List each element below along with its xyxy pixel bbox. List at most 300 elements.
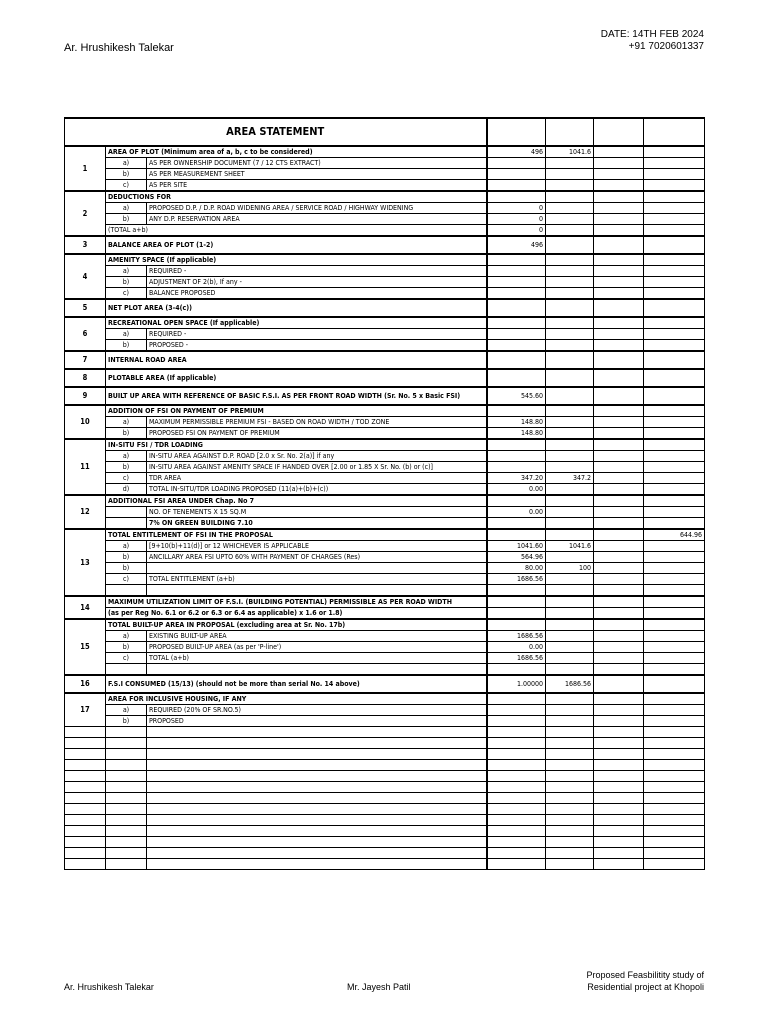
value-cell (546, 158, 594, 169)
blank-cell (147, 738, 487, 749)
value-cell: 0 (487, 225, 546, 237)
value-cell (487, 277, 546, 288)
blank-cell (147, 826, 487, 837)
value-cell (644, 642, 705, 653)
blank-cell (644, 749, 705, 760)
value-cell (487, 405, 546, 417)
blank-cell (594, 727, 644, 738)
item-description-cell: ANY D.P. RESERVATION AREA (147, 214, 487, 225)
blank-cell (644, 826, 705, 837)
value-cell (644, 619, 705, 631)
value-cell: 1041.60 (487, 541, 546, 552)
value-cell (644, 214, 705, 225)
value-cell (487, 158, 546, 169)
value-cell (546, 484, 594, 496)
value-cell (546, 716, 594, 727)
item-description-cell: IN-SITU AREA AGAINST D.P. ROAD [2.0 x Sr. No. 2(a)] if any (147, 451, 487, 462)
item-description-cell: INTERNAL ROAD AREA (106, 351, 487, 369)
value-cell (546, 495, 594, 507)
value-cell (594, 428, 644, 440)
item-description-cell: F.S.I CONSUMED (15/13) (should not be more than serial No. 14 above) (106, 675, 487, 693)
value-cell (644, 428, 705, 440)
sub-item-cell: b) (106, 277, 147, 288)
value-cell (487, 191, 546, 203)
blank-cell (546, 859, 594, 870)
blank-cell (644, 760, 705, 771)
blank-cell (487, 859, 546, 870)
value-cell: 0.00 (487, 507, 546, 518)
value-cell (644, 608, 705, 620)
value-cell (644, 180, 705, 192)
sub-item-cell: b) (106, 552, 147, 563)
value-cell (594, 169, 644, 180)
sub-item-cell: a) (106, 158, 147, 169)
table-row (65, 608, 705, 620)
blank-cell (65, 837, 106, 848)
item-description-cell: BALANCE PROPOSED (147, 288, 487, 300)
table-row (65, 203, 705, 214)
blank-cell (106, 837, 147, 848)
blank-cell (546, 815, 594, 826)
blank-cell (594, 859, 644, 870)
table-row (65, 191, 705, 203)
value-cell (644, 705, 705, 716)
blank-cell (106, 815, 147, 826)
blank-cell (106, 859, 147, 870)
blank-cell (546, 782, 594, 793)
value-cell (594, 653, 644, 664)
value-cell (594, 642, 644, 653)
blank-row (65, 837, 705, 848)
blank-cell (106, 826, 147, 837)
table-row (65, 254, 705, 266)
blank-row (65, 771, 705, 782)
value-cell (644, 484, 705, 496)
item-description-cell (147, 664, 487, 676)
blank-row (65, 804, 705, 815)
value-cell (546, 288, 594, 300)
value-cell (546, 225, 594, 237)
blank-cell (487, 837, 546, 848)
value-cell (487, 299, 546, 317)
value-cell (594, 529, 644, 541)
table-row (65, 596, 705, 608)
sub-item-cell: c) (106, 473, 147, 484)
table-row (65, 484, 705, 496)
serial-number-cell: 3 (65, 236, 106, 254)
value-cell: 1686.56 (487, 631, 546, 642)
value-cell (546, 266, 594, 277)
blank-cell (644, 848, 705, 859)
value-cell: 347.2 (546, 473, 594, 484)
item-description-cell: BALANCE AREA OF PLOT (1-2) (106, 236, 487, 254)
value-cell (594, 387, 644, 405)
blank-cell (65, 859, 106, 870)
table-row (65, 288, 705, 300)
value-cell (487, 451, 546, 462)
blank-cell (644, 727, 705, 738)
blank-cell (106, 738, 147, 749)
item-description-cell: AS PER OWNERSHIP DOCUMENT (7 / 12 CTS EXTRACT) (147, 158, 487, 169)
blank-cell (644, 738, 705, 749)
sub-item-cell: a) (106, 417, 147, 428)
value-cell (594, 484, 644, 496)
blank-cell (594, 771, 644, 782)
sub-item-cell (106, 585, 147, 597)
value-cell (594, 214, 644, 225)
blank-cell (594, 793, 644, 804)
blank-row (65, 859, 705, 870)
item-description-cell: IN-SITU FSI / TDR LOADING (106, 439, 487, 451)
table-row (65, 462, 705, 473)
value-cell (487, 369, 546, 387)
value-cell (644, 317, 705, 329)
table-row (65, 266, 705, 277)
value-cell (644, 518, 705, 530)
sub-item-cell: b) (106, 214, 147, 225)
value-cell (594, 596, 644, 608)
blank-cell (487, 815, 546, 826)
item-description-cell: AS PER SITE (147, 180, 487, 192)
value-cell (644, 439, 705, 451)
value-cell (594, 158, 644, 169)
blank-cell (147, 782, 487, 793)
value-cell (546, 608, 594, 620)
value-cell: 1.00000 (487, 675, 546, 693)
blank-cell (147, 760, 487, 771)
value-cell (594, 574, 644, 585)
value-cell (487, 664, 546, 676)
value-cell (546, 518, 594, 530)
value-cell (644, 225, 705, 237)
serial-number-cell: 10 (65, 405, 106, 439)
value-cell: 1041.6 (546, 541, 594, 552)
value-cell (644, 585, 705, 597)
value-cell (487, 585, 546, 597)
sub-item-cell (106, 664, 147, 676)
serial-number-cell: 1 (65, 146, 106, 191)
value-cell (546, 631, 594, 642)
value-cell (546, 462, 594, 473)
table-row (65, 225, 705, 237)
value-cell (594, 675, 644, 693)
value-cell (546, 191, 594, 203)
date-text: DATE: 14TH FEB 2024 (600, 29, 704, 40)
blank-row (65, 782, 705, 793)
value-cell: 496 (487, 236, 546, 254)
serial-number-cell: 2 (65, 191, 106, 236)
item-description-cell: ANCILLARY AREA FSI UPTO 60% WITH PAYMENT OF CHARGES (Res) (147, 552, 487, 563)
item-description-cell: REQUIRED (20% OF SR.NO.5) (147, 705, 487, 716)
value-cell (546, 574, 594, 585)
value-cell (546, 664, 594, 676)
value-cell (594, 518, 644, 530)
item-description-cell: PROPOSED - (147, 340, 487, 352)
table-row (65, 387, 705, 405)
header-contact (601, 29, 704, 53)
value-cell: 545.60 (487, 387, 546, 405)
item-description-cell: ADDITIONAL FSI AREA UNDER Chap. No 7 (106, 495, 487, 507)
value-cell: 0 (487, 214, 546, 225)
table-row (65, 158, 705, 169)
value-cell (644, 693, 705, 705)
item-description-cell: PROPOSED BUILT-UP AREA (as per 'P-line') (147, 642, 487, 653)
project-line-2: Residential project at Khopoli (587, 982, 704, 992)
value-cell (644, 473, 705, 484)
table-row (65, 585, 705, 597)
value-cell (644, 288, 705, 300)
value-cell (594, 236, 644, 254)
table-row (65, 214, 705, 225)
item-description-cell: (as per Reg No. 6.1 or 6.2 or 6.3 or 6.4 as applicable) x 1.6 or 1.8) (106, 608, 487, 620)
value-cell: 1686.56 (487, 653, 546, 664)
blank-cell (487, 749, 546, 760)
value-cell: 347.20 (487, 473, 546, 484)
table-row (65, 236, 705, 254)
table-row (65, 495, 705, 507)
value-cell (487, 266, 546, 277)
value-cell (644, 451, 705, 462)
table-row (65, 340, 705, 352)
item-description-cell: REQUIRED - (147, 329, 487, 340)
sub-item-cell: b) (106, 563, 147, 574)
blank-cell (546, 804, 594, 815)
value-cell (644, 146, 705, 158)
blank-cell (594, 815, 644, 826)
table-title: AREA STATEMENT (65, 118, 487, 146)
serial-number-cell: 12 (65, 495, 106, 529)
value-cell: 0.00 (487, 484, 546, 496)
value-cell (546, 405, 594, 417)
value-cell (644, 664, 705, 676)
value-cell (546, 340, 594, 352)
value-cell (594, 266, 644, 277)
value-cell (644, 266, 705, 277)
value-cell: 1686.56 (487, 574, 546, 585)
value-cell (594, 473, 644, 484)
item-description-cell: BUILT UP AREA WITH REFERENCE OF BASIC F.S.I. AS PER FRONT ROAD WIDTH (Sr. No. 5 x Basic FSI) (106, 387, 487, 405)
value-cell (594, 180, 644, 192)
value-cell (644, 716, 705, 727)
value-cell (546, 507, 594, 518)
serial-number-cell: 11 (65, 439, 106, 495)
item-description-cell: AS PER MEASUREMENT SHEET (147, 169, 487, 180)
blank-cell (487, 826, 546, 837)
blank-cell (594, 826, 644, 837)
area-statement-table (64, 117, 705, 870)
value-cell (594, 254, 644, 266)
value-cell (594, 495, 644, 507)
table-row (65, 405, 705, 417)
value-cell (644, 254, 705, 266)
blank-cell (106, 727, 147, 738)
table-row (65, 180, 705, 192)
value-cell (594, 507, 644, 518)
value-cell (644, 507, 705, 518)
value-cell (644, 653, 705, 664)
blank-cell (594, 804, 644, 815)
value-cell (594, 716, 644, 727)
blank-cell (65, 727, 106, 738)
value-cell (487, 254, 546, 266)
value-cell (644, 631, 705, 642)
value-cell (546, 236, 594, 254)
footer-project (586, 969, 704, 993)
item-description-cell: TOTAL ENTITLEMENT (a+b) (147, 574, 487, 585)
value-cell (546, 428, 594, 440)
blank-cell (147, 837, 487, 848)
value-cell (594, 451, 644, 462)
value-cell (487, 340, 546, 352)
blank-cell (65, 738, 106, 749)
sub-item-cell: b) (106, 428, 147, 440)
sub-item-cell: b) (106, 716, 147, 727)
blank-cell (147, 848, 487, 859)
value-cell (594, 317, 644, 329)
item-description-cell (147, 585, 487, 597)
value-cell (546, 653, 594, 664)
blank-cell (65, 793, 106, 804)
blank-cell (546, 826, 594, 837)
value-cell (644, 158, 705, 169)
item-description-cell: PROPOSED (147, 716, 487, 727)
blank-cell (487, 738, 546, 749)
table-row (65, 146, 705, 158)
item-description-cell: TOTAL IN-SITU/TDR LOADING PROPOSED (11(a)+(b)+(c)) (147, 484, 487, 496)
blank-cell (594, 760, 644, 771)
blank-cell (594, 749, 644, 760)
blank-row (65, 727, 705, 738)
table-row (65, 716, 705, 727)
blank-cell (546, 848, 594, 859)
sub-item-cell: c) (106, 574, 147, 585)
value-cell (644, 405, 705, 417)
table-row (65, 428, 705, 440)
blank-row (65, 848, 705, 859)
blank-cell (644, 804, 705, 815)
value-cell (546, 451, 594, 462)
item-description-cell: IN-SITU AREA AGAINST AMENITY SPACE IF HANDED OVER [2.00 or 1.85 X Sr. No. (b) or (c)] (147, 462, 487, 473)
blank-cell (594, 848, 644, 859)
value-cell: 564.96 (487, 552, 546, 563)
value-cell (644, 299, 705, 317)
blank-row (65, 815, 705, 826)
value-cell (546, 180, 594, 192)
table-row (65, 574, 705, 585)
table-row (65, 169, 705, 180)
blank-row (65, 738, 705, 749)
value-cell (644, 495, 705, 507)
sub-item-cell: a) (106, 203, 147, 214)
value-cell (594, 191, 644, 203)
value-cell (594, 631, 644, 642)
serial-number-cell: 14 (65, 596, 106, 619)
value-cell (594, 552, 644, 563)
table-row (65, 619, 705, 631)
serial-number-cell: 6 (65, 317, 106, 351)
serial-number-cell: 15 (65, 619, 106, 675)
value-cell (487, 462, 546, 473)
value-cell: 80.00 (487, 563, 546, 574)
value-cell (546, 317, 594, 329)
blank-cell (644, 782, 705, 793)
serial-number-cell: 5 (65, 299, 106, 317)
value-cell: 100 (546, 563, 594, 574)
value-cell (546, 619, 594, 631)
blank-row (65, 826, 705, 837)
blank-cell (65, 749, 106, 760)
serial-number-cell: 7 (65, 351, 106, 369)
value-cell (487, 529, 546, 541)
value-cell (644, 387, 705, 405)
table-row (65, 329, 705, 340)
value-cell (594, 146, 644, 158)
value-cell (644, 596, 705, 608)
item-description-cell (147, 563, 487, 574)
sub-item-cell: a) (106, 329, 147, 340)
table-row (65, 642, 705, 653)
item-description-cell: TOTAL ENTITLEMENT OF FSI IN THE PROPOSAL (106, 529, 487, 541)
serial-number-cell: 16 (65, 675, 106, 693)
item-description-cell: TDR AREA (147, 473, 487, 484)
sub-item-cell: d) (106, 484, 147, 496)
value-cell (546, 693, 594, 705)
blank-cell (546, 793, 594, 804)
project-line-1: Proposed Feasbilitity study of (586, 970, 704, 980)
sub-item-cell (106, 507, 147, 518)
table-row (65, 277, 705, 288)
blank-row (65, 749, 705, 760)
table-row (65, 439, 705, 451)
item-description-cell: ADDITION OF FSI ON PAYMENT OF PREMIUM (106, 405, 487, 417)
table-row (65, 518, 705, 530)
value-cell (546, 299, 594, 317)
table-row (65, 417, 705, 428)
blank-cell (644, 859, 705, 870)
value-cell (594, 439, 644, 451)
architect-name: Ar. Hrushikesh Talekar (64, 42, 174, 54)
value-cell (594, 329, 644, 340)
blank-cell (487, 760, 546, 771)
blank-cell (487, 848, 546, 859)
item-description-cell: PLOTABLE AREA (If applicable) (106, 369, 487, 387)
value-cell (546, 214, 594, 225)
sub-item-cell: b) (106, 642, 147, 653)
item-description-cell: PROPOSED D.P. / D.P. ROAD WIDENING AREA / SERVICE ROAD / HIGHWAY WIDENING (147, 203, 487, 214)
blank-cell (65, 848, 106, 859)
value-cell (644, 169, 705, 180)
item-description-cell: MAXIMUM UTILIZATION LIMIT OF F.S.I. (BUILDING POTENTIAL) PERMISSIBLE AS PER ROAD WIDTH (106, 596, 487, 608)
value-cell (594, 369, 644, 387)
value-cell (546, 254, 594, 266)
value-cell (487, 329, 546, 340)
blank-cell (487, 793, 546, 804)
blank-cell (487, 771, 546, 782)
value-cell (487, 716, 546, 727)
footer-client: Mr. Jayesh Patil (347, 982, 411, 992)
value-cell (546, 387, 594, 405)
value-cell (546, 705, 594, 716)
blank-cell (147, 804, 487, 815)
table-row (65, 473, 705, 484)
item-description-cell: AREA OF PLOT (Minimum area of a, b, c to be considered) (106, 146, 487, 158)
blank-cell (65, 760, 106, 771)
value-cell (487, 169, 546, 180)
value-cell (594, 585, 644, 597)
value-cell (487, 180, 546, 192)
item-description-cell: TOTAL BUILT-UP AREA IN PROPOSAL (excluding area at Sr. No. 17b) (106, 619, 487, 631)
value-cell (487, 608, 546, 620)
